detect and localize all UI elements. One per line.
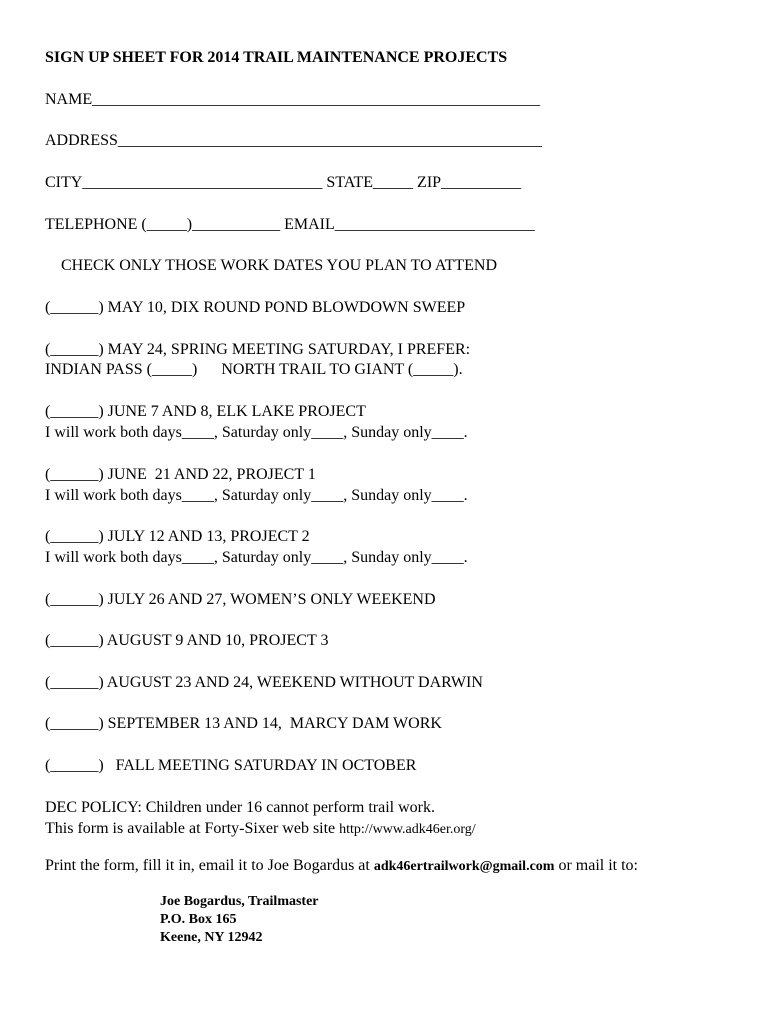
website-line-text: This form is available at Forty-Sixer web site — [45, 820, 340, 837]
item-august-9-10: (______) AUGUST 9 AND 10, PROJECT 3 — [45, 632, 329, 649]
print-instruction-tail: or mail it to: — [554, 857, 638, 874]
dec-policy-text: DEC POLICY: Children under 16 cannot perform trail work. — [45, 799, 436, 816]
item-fall-meeting: (______) FALL MEETING SATURDAY IN OCTOBER — [45, 757, 417, 774]
item-may-24: (______) MAY 24, SPRING MEETING SATURDAY, I PREFER: — [45, 341, 471, 358]
item-july-12-13: (______) JULY 12 AND 13, PROJECT 2 — [45, 528, 310, 545]
item-may-10: (______) MAY 10, DIX ROUND POND BLOWDOWN SWEEP — [45, 299, 466, 316]
page-title: SIGN UP SHEET FOR 2014 TRAIL MAINTENANCE PROJECTS — [45, 49, 508, 66]
website-line — [45, 819, 476, 840]
item-june-7-8: (______) JUNE 7 AND 8, ELK LAKE PROJECT — [45, 403, 366, 420]
item-september-13-14: (______) SEPTEMBER 13 AND 14, MARCY DAM WORK — [45, 715, 442, 732]
item-august-23-24: (______) AUGUST 23 AND 24, WEEKEND WITHOUT DARWIN — [45, 674, 483, 691]
print-instruction-text: Print the form, fill it in, email it to Joe Bogardus at — [45, 857, 374, 874]
mail-address-pobox: P.O. Box 165 — [160, 912, 237, 927]
print-instruction — [45, 856, 638, 877]
item-may-24-preference: INDIAN PASS (_____) NORTH TRAIL TO GIANT (_____). — [45, 361, 463, 378]
city-state-zip-field: CITY______________________________ STATE_____ ZIP__________ — [45, 174, 522, 191]
email-address[interactable]: adk46ertrailwork@gmail.com — [373, 859, 555, 874]
telephone-email-field: TELEPHONE (_____)___________ EMAIL_________________________ — [45, 216, 535, 233]
item-june-21-22-days: I will work both days____, Saturday only____, Sunday only____. — [45, 487, 468, 504]
item-june-21-22: (______) JUNE 21 AND 22, PROJECT 1 — [45, 466, 316, 483]
website-link[interactable]: http://www.adk46er.org/ — [339, 822, 476, 837]
item-july-12-13-days: I will work both days____, Saturday only____, Sunday only____. — [45, 549, 468, 566]
mail-address-name: Joe Bogardus, Trailmaster — [160, 894, 319, 909]
mail-address-city: Keene, NY 12942 — [160, 930, 263, 945]
address-field: ADDRESS_____________________________________________________ — [45, 132, 542, 149]
name-field: NAME________________________________________________________ — [45, 91, 541, 108]
instruction-text: CHECK ONLY THOSE WORK DATES YOU PLAN TO ATTEND — [45, 257, 498, 274]
item-june-7-8-days: I will work both days____, Saturday only____, Sunday only____. — [45, 424, 468, 441]
item-july-26-27: (______) JULY 26 AND 27, WOMEN’S ONLY WEEKEND — [45, 591, 436, 608]
